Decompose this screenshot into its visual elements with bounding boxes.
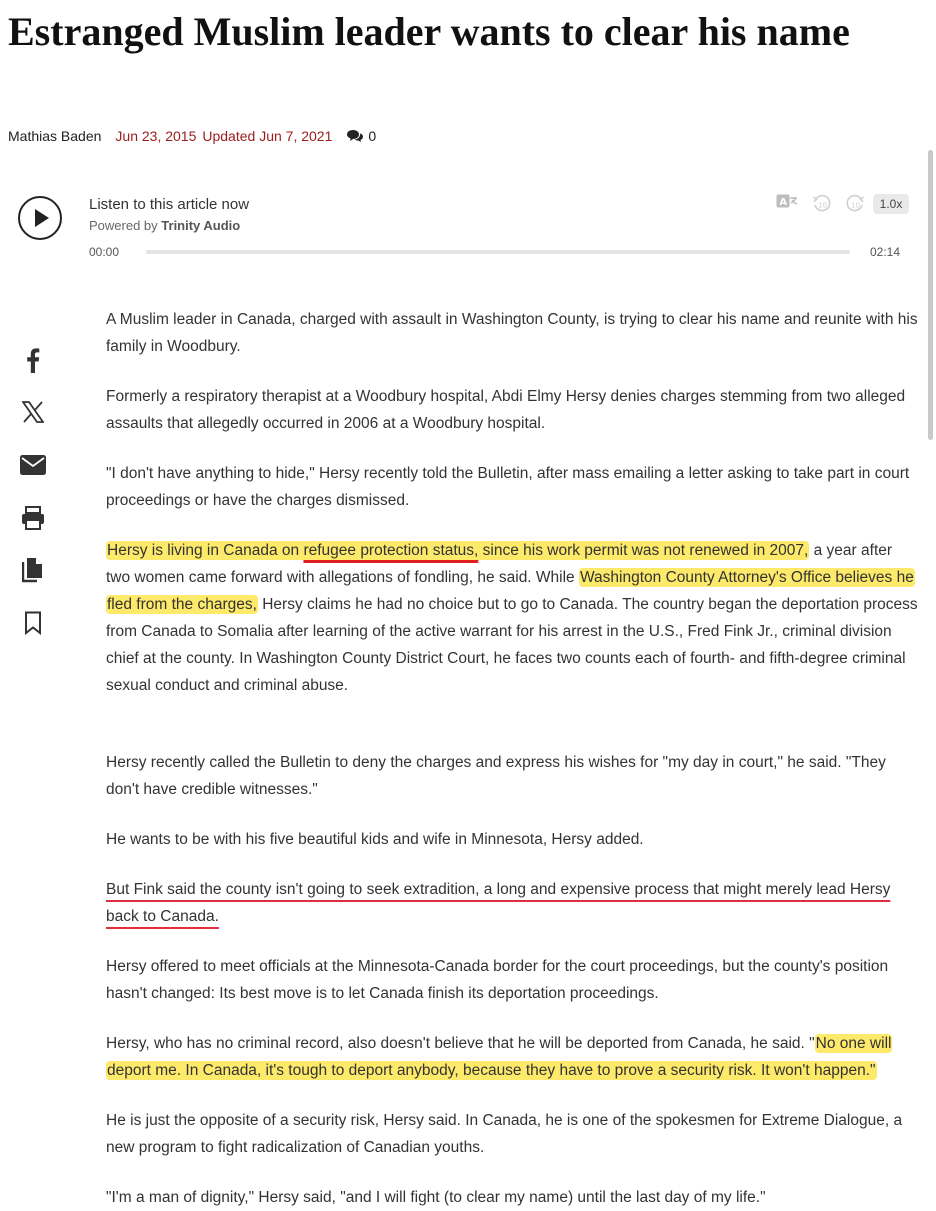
copy-link-button[interactable] xyxy=(18,555,48,585)
powered-prefix: Powered by xyxy=(89,218,158,233)
audio-player xyxy=(18,188,918,268)
rewind-10-icon xyxy=(812,194,832,214)
article-paragraph: "I'm a man of dignity," Hersy said, "and I will fight (to clear my name) until the last day of my life." xyxy=(106,1189,766,1206)
article-paragraph: Formerly a respiratory therapist at a Woodbury hospital, Abdi Elmy Hersy denies charges stemming from two alleged assaults that allegedly occurred in 2006 at a Woodbury hospital. xyxy=(106,388,906,432)
svg-text:A: A xyxy=(779,197,788,208)
text-run: Hersy is living in Canada on xyxy=(107,542,304,559)
highlighted-text xyxy=(106,541,809,560)
bookmark-icon xyxy=(24,611,42,635)
text-run: since his work permit was not renewed in 2007, xyxy=(478,542,809,559)
article-paragraph: Hersy offered to meet officials at the Minnesota-Canada border for the court proceedings, but the county's position hasn't changed: Its best move is to let Canada finish its deportation proceedings. xyxy=(106,958,889,1002)
total-time: 02:14 xyxy=(870,245,901,259)
svg-text:10: 10 xyxy=(851,201,860,210)
print-icon xyxy=(21,506,45,530)
copy-icon xyxy=(22,557,44,583)
svg-text:10: 10 xyxy=(818,201,827,210)
article-paragraph: A Muslim leader in Canada, charged with assault in Washington County, is trying to clear his name and reunite with his family in Woodbury. xyxy=(106,311,918,355)
article-paragraph: "I don't have anything to hide," Hersy recently told the Bulletin, after mass emailing a letter asking to take part in court proceedings or have the charges dismissed. xyxy=(106,465,910,509)
article-paragraph xyxy=(106,537,920,699)
forward-10-icon xyxy=(845,194,865,214)
comment-count: 0 xyxy=(368,128,377,144)
text-run: Hersy claims he had no choice but to go to Canada. The country began the deportation process from Canada to Somalia after learning of the active warrant for his arrest in the U.S., Fred Fink Jr., criminal division chief at the county. In Washington County District Court, he faces two counts each of fourth- and fifth-degree criminal sexual conduct and criminal abuse. xyxy=(106,596,918,694)
author-name[interactable]: Mathias Baden xyxy=(8,128,102,144)
print-button[interactable] xyxy=(18,503,48,533)
article-paragraph: Hersy recently called the Bulletin to deny the charges and express his wishes for "my day in court," he said. "They don't have credible witnesses." xyxy=(106,754,886,798)
bookmark-button[interactable] xyxy=(18,608,48,638)
text-run: Hersy, who has no criminal record, also doesn't believe that he will be deported from Canada, he said. " xyxy=(106,1035,815,1052)
byline xyxy=(8,128,376,144)
article-headline: Estranged Muslim leader wants to clear his name xyxy=(8,9,850,54)
translate-button[interactable] xyxy=(776,194,798,212)
x-icon xyxy=(22,401,44,423)
forward-10-button[interactable] xyxy=(845,194,865,214)
publish-date: Jun 23, 2015 xyxy=(115,128,197,144)
article-paragraph: He wants to be with his five beautiful kids and wife in Minnesota, Hersy added. xyxy=(106,831,644,848)
playback-speed-button[interactable]: 1.0x xyxy=(873,194,909,214)
powered-brand[interactable]: Trinity Audio xyxy=(161,218,241,233)
listen-label: Listen to this article now xyxy=(89,196,250,213)
facebook-icon xyxy=(26,347,40,373)
comments-link[interactable] xyxy=(346,128,376,144)
underlined-text: refugee protection status, xyxy=(303,542,479,559)
progress-bar[interactable] xyxy=(146,250,850,254)
rewind-10-button[interactable] xyxy=(812,194,832,214)
underlined-text: But Fink said the county isn't going to seek extradition, a long and expensive process that might merely lead Hersy back to Canada. xyxy=(106,881,891,925)
translate-icon xyxy=(776,194,798,212)
play-button[interactable] xyxy=(18,196,62,240)
updated-date: Updated Jun 7, 2021 xyxy=(202,128,333,144)
share-facebook-button[interactable] xyxy=(18,345,48,375)
article-paragraph xyxy=(106,1030,920,1084)
share-email-button[interactable] xyxy=(18,450,48,480)
text-run: a year after two women came forward with allegations of fondling, he said. While xyxy=(106,542,893,586)
current-time: 00:00 xyxy=(89,245,120,259)
share-x-button[interactable] xyxy=(18,397,48,427)
play-icon xyxy=(34,208,50,228)
highlighted-text: Washington County Attorney's Office believes he fled from the charges, xyxy=(107,569,914,613)
highlighted-text: No one will deport me. In Canada, it's tough to deport anybody, because they have to prove a security risk. It won't happen." xyxy=(107,1035,892,1079)
scrollbar[interactable] xyxy=(928,150,933,440)
email-icon xyxy=(20,455,46,475)
powered-by xyxy=(89,218,240,233)
article-paragraph xyxy=(106,876,920,930)
article-body xyxy=(106,306,920,1211)
article-paragraph: He is just the opposite of a security risk, Hersy said. In Canada, he is one of the spokesmen for Extreme Dialogue, a new program to fight radicalization of Canadian youths. xyxy=(106,1112,903,1156)
comments-icon xyxy=(346,129,364,143)
